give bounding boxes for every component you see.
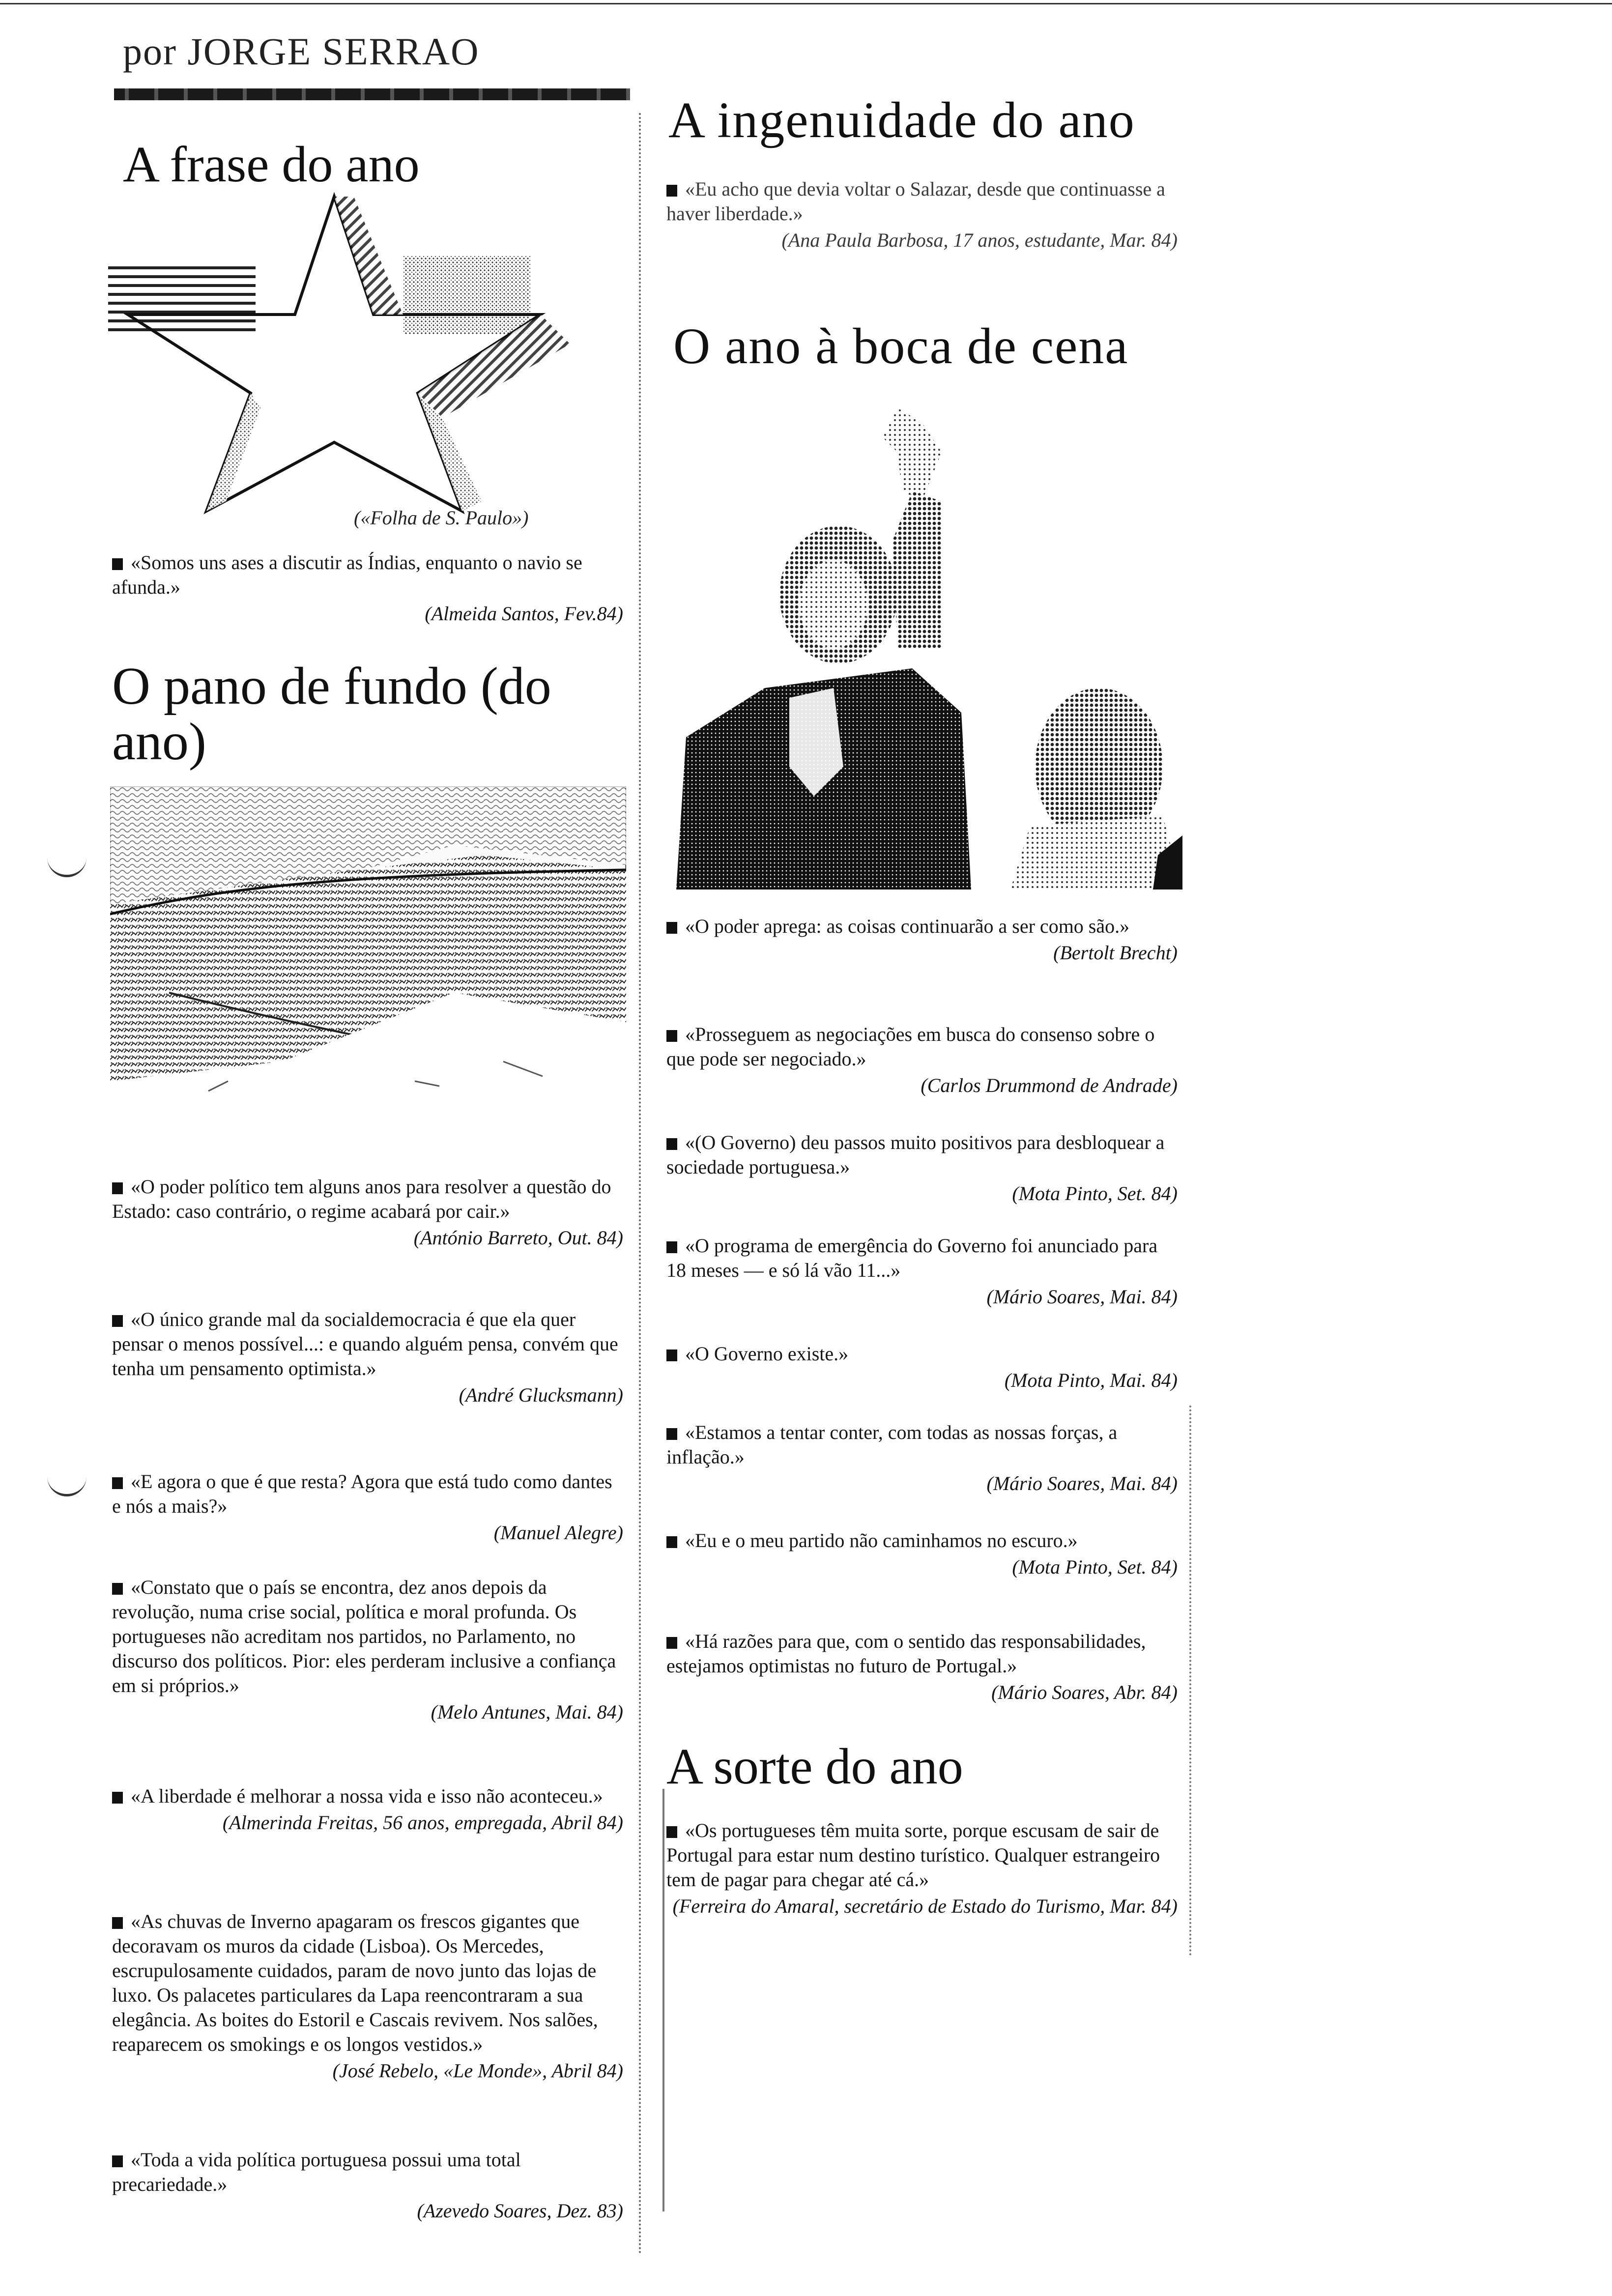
quote-block [112,2148,623,2223]
star-outline [128,197,541,511]
quote-text: «Toda a vida política portuguesa possui uma total precariedade.» [112,2149,521,2195]
section-title-boca: O ano à boca de cena [673,318,1129,374]
quote-bullet-icon [112,1917,123,1929]
quote-source: (André Glucksmann) [459,1384,623,1406]
quote-block [666,914,1178,965]
quote-text: «Eu e o meu partido não caminhamos no escuro.» [685,1529,1078,1551]
quote-bullet-icon [112,1583,123,1595]
quote-source: (Mota Pinto, Set. 84) [1012,1556,1178,1578]
quote-text: «A liberdade é melhorar a nossa vida e isso não aconteceu.» [131,1785,603,1807]
quote-block [666,1342,1178,1393]
margin-mark [47,855,86,877]
quote-bullet-icon [666,1241,677,1253]
header-rule [114,88,630,100]
quote-text: «Eu acho que devia voltar o Salazar, desde que continuasse a haver liberdade.» [666,178,1165,225]
quote-text: «Há razões para que, com o sentido das responsabilidades, estejamos optimistas no futuro de Portugal.» [666,1630,1146,1677]
quote-source: (Ana Paula Barbosa, 17 anos, estudante, Mar. 84) [781,229,1178,251]
quote-text: «O poder político tem alguns anos para resolver a questão do Estado: caso contrário, o regime acabará por cair.» [112,1176,611,1222]
star-illustration [98,187,614,531]
section-title-pano: O pano de fundo (do ano) [112,657,551,772]
quote-text: «O poder aprega: as coisas continuarão a ser como são.» [685,915,1130,937]
quote-block [666,1420,1178,1496]
quote-source: (Ferreira do Amaral, secretário de Estado do Turismo, Mar. 84) [672,1895,1178,1917]
quote-text: «As chuvas de Inverno apagaram os frescos gigantes que decoravam os muros da cidade (Lisboa). Os Mercedes, escrupulosamente cuidados, param de novo junto das lojas de luxo. Os palacetes particulares da Lapa reencontraram a sua elegância. As boites do Estoril e Cascais revivem. Nos salões, reaparecem os smokings e os longos vestidos.» [112,1910,598,2055]
quote-text: «Prosseguem as negociações em busca do consenso sobre o que pode ser negociado.» [666,1023,1155,1070]
star-stripe-band [108,260,256,334]
quote-block [666,1234,1178,1309]
quote-block [112,1469,623,1545]
quote-bullet-icon [666,1428,677,1440]
quote-block [666,177,1178,253]
quote-block [112,1909,623,2083]
quote-block [666,1818,1178,1919]
quote-bullet-icon [112,1477,123,1489]
quote-block [112,1575,623,1724]
byline: por JORGE SERRAO [123,30,480,73]
quote-bullet-icon [112,2155,123,2167]
quote-source: (Azevedo Soares, Dez. 83) [417,2200,623,2222]
quote-source: (Mário Soares, Mai. 84) [986,1472,1178,1494]
quote-text: «O Governo existe.» [685,1343,849,1365]
quote-bullet-icon [666,1637,677,1649]
quote-source: (Mário Soares, Abr. 84) [991,1681,1178,1703]
quote-bullet-icon [666,1826,677,1838]
landscape-photo [110,786,626,1150]
quote-text: «O programa de emergência do Governo foi anunciado para 18 meses — e só lá vão 11...» [666,1234,1158,1281]
quote-source: (Almerinda Freitas, 56 anos, empregada, Abril 84) [222,1811,623,1834]
quote-bullet-icon [666,1030,677,1042]
quote-block [112,1307,623,1407]
section-title-sorte: A sorte do ano [666,1738,963,1795]
quote-text: «Os portugueses têm muita sorte, porque escusam de sair de Portugal para estar num destino turístico. Qualquer estrangeiro tem de pagar para chegar até cá.» [666,1819,1160,1891]
quote-text: «Estamos a tentar conter, com todas as nossas forças, a inflação.» [666,1421,1118,1468]
quote-text: «Somos uns ases a discutir as Índias, enquanto o navio se afunda.» [112,551,582,598]
quote-bullet-icon [112,558,123,570]
quote-source: (António Barreto, Out. 84) [413,1227,623,1249]
quote-bullet-icon [112,1792,123,1804]
quote-source: (Mota Pinto, Set. 84) [1012,1182,1178,1205]
quote-text: «(O Governo) deu passos muito positivos para desbloquear a sociedade portuguesa.» [666,1131,1165,1178]
quote-bullet-icon [666,185,677,197]
quote-source: (Mota Pinto, Mai. 84) [1004,1369,1178,1391]
sorte-divider [662,1789,664,2211]
politician-photo [666,393,1182,890]
quote-block [666,1022,1178,1098]
quote-bullet-icon [112,1182,123,1194]
quote-block [112,1175,623,1250]
quote-source: (Melo Antunes, Mai. 84) [431,1701,623,1723]
quote-source: (Bertolt Brecht) [1053,942,1178,964]
quote-source: (Mário Soares, Mai. 84) [986,1286,1178,1308]
quote-text: «O único grande mal da socialdemocracia é que ela quer pensar o menos possível...: e quando alguém pensa, convém que tenha um pensamento optimista.» [112,1308,618,1379]
quote-source: (Manuel Alegre) [493,1521,623,1544]
image-credit: («Folha de S. Paulo») [354,507,529,529]
quote-block [112,1784,623,1835]
margin-mark [47,1474,86,1496]
section-title-frase: A frase do ano [123,136,420,193]
quote-source: (Carlos Drummond de Andrade) [921,1074,1178,1096]
quote-source: (José Rebelo, «Le Monde», Abril 84) [332,2060,623,2082]
quote-bullet-icon [112,1315,123,1327]
quote-block [666,1629,1178,1705]
star-dotted-band [403,256,531,334]
quote-source: (Almeida Santos, Fev.84) [425,603,623,625]
quote-bullet-icon [666,1349,677,1361]
top-rule [0,3,1612,4]
quote-bullet-icon [666,1138,677,1150]
quote-block [112,550,623,626]
quote-text: «Constato que o país se encontra, dez anos depois da revolução, numa crise social, política e moral profunda. Os portugueses não acreditam nos partidos, no Parlamento, no discurso dos políticos. Pior: eles perderam inclusive a confiança em si próprios.» [112,1576,616,1696]
quote-bullet-icon [666,922,677,934]
section-title-ingenuidade: A ingenuidade do ano [668,92,1135,148]
quote-bullet-icon [666,1536,677,1548]
column-divider [639,113,641,2256]
right-column-edge [1189,1406,1191,1956]
quote-block [666,1130,1178,1206]
quote-text: «E agora o que é que resta? Agora que está tudo como dantes e nós a mais?» [112,1470,612,1517]
quote-block [666,1528,1178,1579]
